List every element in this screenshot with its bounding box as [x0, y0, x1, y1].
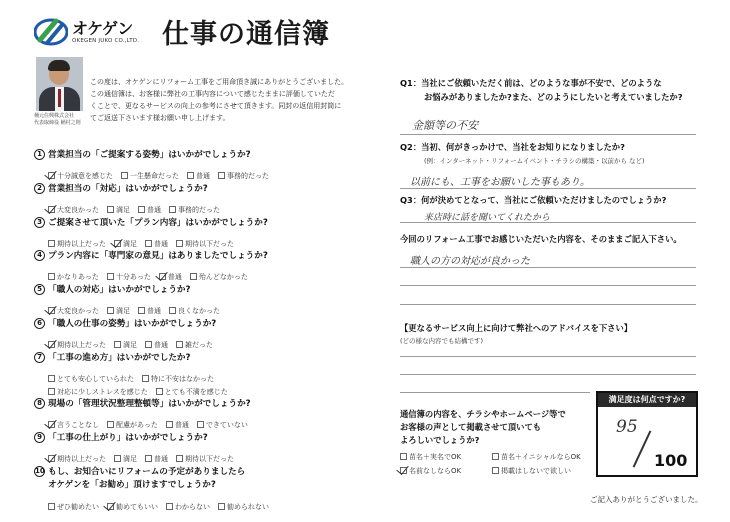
option-label: 殆んどなかった — [198, 273, 248, 281]
impression-line — [400, 285, 696, 286]
publish-option[interactable] — [492, 451, 581, 463]
answer-option[interactable] — [48, 386, 148, 398]
answer-option[interactable] — [48, 339, 106, 351]
answer-option[interactable] — [114, 238, 137, 250]
advice-line — [400, 374, 696, 375]
option-label: 満足 — [123, 240, 137, 248]
option-label: 十分誠意を感じた — [57, 172, 113, 180]
checkbox-icon[interactable] — [145, 455, 152, 462]
photo-tie — [58, 89, 61, 107]
publish-option-label: 苗名＋実名でOK — [409, 453, 462, 461]
option-row — [48, 366, 222, 383]
pub-line1: 通信簿の内容を、チラシやホームページ等で — [400, 409, 566, 419]
checkbox-icon[interactable] — [48, 388, 55, 395]
pub-line3: よろしいでしょうか? — [400, 435, 480, 445]
option-label: 事務的だった — [227, 172, 269, 180]
logo-sub: OKEGEN JUKO CO.,LTD. — [72, 38, 140, 44]
answer-option[interactable] — [48, 501, 99, 513]
option-label: 勧めてもいい — [116, 503, 158, 511]
answer-option[interactable] — [114, 339, 137, 351]
option-label: 期待以上だった — [57, 341, 106, 349]
question-text: 現場の「管理状況整理整頓等」はいかがでしょうか? — [48, 399, 251, 409]
page-title: 仕事の通信簿 — [162, 19, 330, 50]
answer-option[interactable] — [166, 501, 210, 513]
option-label: かなりあった — [57, 273, 99, 281]
option-label: 一生懸命だった — [130, 172, 179, 180]
photo-caption — [34, 113, 81, 127]
answer-option[interactable] — [48, 170, 113, 182]
satisfaction-score: 95 — [616, 417, 638, 437]
option-label: 普通 — [167, 273, 182, 281]
checked-checkbox-icon[interactable] — [107, 503, 114, 510]
option-label: 期待以上だった — [57, 240, 106, 248]
checkbox-icon[interactable] — [176, 240, 183, 247]
q2-text — [400, 141, 625, 154]
question-text: 営業担当の「対応」はいかがでしょうか? — [48, 184, 208, 194]
checked-checkbox-icon[interactable] — [48, 206, 55, 213]
q3-answer-line — [400, 222, 696, 223]
checkbox-icon[interactable] — [114, 455, 121, 462]
checkbox-icon[interactable] — [48, 240, 55, 247]
logo-mark-icon — [34, 18, 68, 46]
question-number: 8 — [34, 398, 45, 409]
q3-label: Q3： — [400, 195, 422, 205]
question-heading — [34, 432, 208, 444]
question-text: 営業担当の「ご提案する姿勢」はいかがでしょうか? — [48, 150, 251, 160]
option-label: 十分あった — [115, 273, 151, 281]
answer-option[interactable] — [138, 204, 161, 216]
option-row — [48, 264, 256, 281]
option-label: 言うことなし — [57, 421, 99, 429]
question-text: ご提案させて頂いた「プラン内容」はいかがでしょうか? — [48, 218, 268, 228]
q2-answer-line — [400, 188, 696, 189]
publish-option-label: 掲載はしないで欲しい — [501, 467, 571, 475]
option-label: 期待以下だった — [185, 455, 234, 463]
q3-text — [400, 194, 666, 207]
publish-option-label: 苗名＋イニシャルならOK — [501, 453, 581, 461]
checkbox-icon[interactable] — [169, 307, 176, 314]
q1-line2: お悩みがありましたか?また、どのようにしたいと考えていましたか? — [424, 92, 683, 102]
question-number: 4 — [34, 250, 45, 261]
question-heading — [34, 183, 208, 195]
answer-option[interactable] — [176, 238, 234, 250]
answer-option[interactable] — [218, 501, 269, 513]
checkbox-icon[interactable] — [156, 388, 163, 395]
publish-option[interactable] — [400, 465, 461, 477]
option-row — [48, 231, 242, 248]
checkbox-icon[interactable] — [107, 206, 114, 213]
option-label: 特に不安はなかった — [151, 375, 214, 383]
option-label: 対応に少しストレスを感じた — [57, 388, 148, 396]
answer-option[interactable] — [156, 386, 228, 398]
option-label: 満足 — [123, 341, 137, 349]
checkbox-icon[interactable] — [145, 341, 152, 348]
checked-checkbox-icon[interactable] — [48, 307, 55, 314]
answer-option[interactable] — [169, 305, 220, 317]
option-label: 満足 — [123, 455, 137, 463]
question-heading — [34, 466, 245, 478]
logo-name: オケゲン — [72, 19, 133, 38]
option-label: 大変良かった — [57, 307, 99, 315]
option-label: 普通 — [174, 421, 189, 429]
option-label: 雑だった — [185, 341, 213, 349]
checked-checkbox-icon[interactable] — [114, 240, 121, 247]
option-label: 大変良かった — [57, 206, 99, 214]
checked-checkbox-icon[interactable] — [48, 455, 55, 462]
option-label: とても安心していられた — [57, 375, 134, 383]
publish-question — [400, 408, 566, 447]
publish-option-label: 名前なしならOK — [409, 467, 462, 475]
caption-company: 桶元住興株式会社 — [34, 113, 75, 119]
option-label: とても不満を感じた — [164, 388, 228, 396]
option-row — [48, 197, 228, 214]
q2-sub: (例：インターネット・リフォームイベント・チラシの構築・以前から など) — [424, 157, 645, 165]
checkbox-icon[interactable] — [48, 503, 55, 510]
question-number: 7 — [34, 352, 45, 363]
answer-option[interactable] — [145, 339, 168, 351]
question-heading — [34, 149, 251, 161]
q2-line1: 当初、何がきっかけで、当社をお知りになりましたか? — [421, 142, 625, 152]
question-number: 2 — [34, 183, 45, 194]
option-row — [48, 412, 256, 429]
option-label: 満足 — [116, 206, 130, 214]
checked-checkbox-icon[interactable] — [400, 467, 407, 474]
question-heading — [34, 217, 268, 229]
checkbox-icon[interactable] — [138, 307, 145, 314]
answer-option[interactable] — [176, 453, 234, 465]
checked-checkbox-icon[interactable] — [48, 341, 55, 348]
option-row — [48, 494, 277, 511]
impression-title: 今回のリフォーム工事でお感じいただいた内容を、そのままご記入下さい。 — [400, 234, 682, 244]
q1-answer-line — [400, 134, 696, 135]
answer-option[interactable] — [107, 419, 158, 431]
checkbox-icon[interactable] — [145, 240, 152, 247]
q1-text — [400, 77, 662, 90]
intro-line: くことで、更なるサービスの向上の参考にさせて頂きます。同封の返信用封筒に — [90, 102, 342, 110]
satisfaction-max: 100 — [654, 451, 688, 470]
question-number: 3 — [34, 217, 45, 228]
option-label: 期待以上だった — [57, 455, 106, 463]
option-label: 配慮があった — [116, 421, 158, 429]
answer-option[interactable] — [166, 419, 189, 431]
checkbox-icon[interactable] — [166, 503, 173, 510]
publish-option[interactable] — [400, 451, 461, 463]
intro-line: この度は、オケゲンにリフォーム工事をご用命頂き誠にありがとうございました。 — [90, 78, 349, 86]
advice-title: 【更なるサービス向上に向けて弊社へのアドバイスを下さい】 — [400, 323, 633, 333]
option-row — [48, 332, 221, 349]
option-label: 事務的だった — [178, 206, 220, 214]
answer-option[interactable] — [48, 271, 99, 283]
option-label: 勧められない — [227, 503, 269, 511]
question-heading — [34, 250, 268, 262]
question-text: 「職人の仕事の姿勢」はいかがでしょうか? — [48, 319, 217, 329]
answer-option[interactable] — [48, 453, 106, 465]
question-heading — [34, 398, 251, 410]
checkbox-icon[interactable] — [218, 172, 225, 179]
pub-line2: お客様の声として掲載させて頂いても — [400, 422, 542, 432]
president-photo — [36, 57, 83, 111]
question-text: 「職人の対応」はいかがでしょうか? — [48, 285, 191, 295]
question-text-line2: オケゲンを「お勧め」頂けますでしょうか? — [48, 480, 216, 490]
question-heading — [34, 318, 216, 330]
checkbox-icon[interactable] — [48, 273, 55, 280]
answer-option[interactable] — [48, 419, 99, 431]
option-label: 普通 — [196, 172, 210, 180]
checkbox-icon[interactable] — [107, 307, 114, 314]
answer-option[interactable] — [138, 305, 161, 317]
q3-line1: 何が決めてとなって、当社にご依頼いただけましたのでしょうか? — [421, 195, 667, 205]
satisfaction-title: 満足度は何点ですか? — [598, 393, 696, 407]
advice-line — [400, 356, 696, 357]
answer-option[interactable] — [114, 453, 137, 465]
option-label: 普通 — [147, 206, 161, 214]
photo-hair — [48, 60, 70, 71]
advice-line — [400, 392, 590, 393]
option-label: 普通 — [147, 307, 161, 315]
checkbox-icon[interactable] — [492, 467, 499, 474]
option-row — [48, 446, 242, 463]
impression-answer: 職人の方の対応が良かった — [410, 256, 530, 267]
option-label: ぜひ勧めたい — [57, 503, 99, 511]
intro-text — [90, 76, 390, 124]
checkbox-icon[interactable] — [400, 453, 407, 460]
question-number: 5 — [34, 284, 45, 295]
checkbox-icon[interactable] — [107, 273, 114, 280]
advice-sub: (どの様な内容でも結構です) — [400, 337, 484, 345]
impression-line — [400, 304, 696, 305]
answer-option[interactable] — [145, 453, 168, 465]
answer-option[interactable] — [197, 419, 248, 431]
company-logo — [34, 16, 144, 52]
checkbox-icon[interactable] — [169, 206, 176, 213]
answer-option[interactable] — [159, 271, 182, 283]
answer-option[interactable] — [48, 305, 99, 317]
checked-checkbox-icon[interactable] — [159, 273, 166, 280]
answer-option[interactable] — [145, 238, 168, 250]
checkbox-icon[interactable] — [138, 206, 145, 213]
checkbox-icon[interactable] — [197, 421, 204, 428]
answer-option[interactable] — [218, 170, 269, 182]
publish-option[interactable] — [492, 465, 571, 477]
question-text: もし、お知合いにリフォームの予定がありましたら — [48, 467, 246, 477]
question-text: 「工事の仕上がり」はいかがでしょうか? — [48, 433, 208, 443]
q1-label: Q1： — [400, 78, 422, 88]
answer-option[interactable] — [107, 305, 130, 317]
option-label: 満足 — [116, 307, 130, 315]
intro-line: この通信簿は、お客様に弊社の工事内容について感じたままに評価していただ — [90, 90, 335, 98]
checkbox-icon[interactable] — [492, 453, 499, 460]
satisfaction-box — [596, 391, 698, 477]
intro-line: てご返送下さいます様お願い申し上げます。 — [90, 114, 230, 122]
checkbox-icon[interactable] — [218, 503, 225, 510]
option-label: わからない — [175, 503, 210, 511]
answer-option[interactable] — [48, 238, 106, 250]
answer-option[interactable] — [121, 170, 179, 182]
answer-option[interactable] — [107, 271, 151, 283]
option-label: 普通 — [154, 455, 168, 463]
checkbox-icon[interactable] — [166, 421, 173, 428]
question-number: 9 — [34, 432, 45, 443]
checkbox-icon[interactable] — [114, 341, 121, 348]
question-text: 「工事の進め方」はいかがでしたか? — [48, 353, 191, 363]
answer-option[interactable] — [169, 204, 220, 216]
option-label: 期待以下だった — [185, 240, 234, 248]
option-row — [48, 163, 277, 180]
option-label: 普通 — [154, 240, 168, 248]
q3-answer: 来店時に話を聞いてくれたから — [424, 213, 551, 223]
q2-label: Q2： — [400, 142, 422, 152]
option-row — [48, 298, 228, 315]
q1-answer: 金額等の不安 — [412, 119, 478, 132]
question-heading — [34, 284, 191, 296]
question-text: プラン内容に「専門家の意見」はありましたでしょうか? — [48, 251, 268, 261]
option-label: 良くなかった — [178, 307, 220, 315]
question-number: 6 — [34, 318, 45, 329]
option-row — [48, 379, 236, 396]
checkbox-icon[interactable] — [187, 172, 194, 179]
checkbox-icon[interactable] — [121, 172, 128, 179]
answer-option[interactable] — [48, 204, 99, 216]
impression-line — [400, 267, 696, 268]
question-number: 1 — [34, 149, 45, 160]
option-label: 普通 — [154, 341, 168, 349]
checkbox-icon[interactable] — [190, 273, 197, 280]
thanks-text: ご記入ありがとうございました。 — [590, 495, 703, 504]
q1-line1: 当社にご依頼いただく前は、どのような事が不安で、どのような — [421, 78, 662, 88]
checkbox-icon[interactable] — [176, 455, 183, 462]
answer-option[interactable] — [107, 204, 130, 216]
answer-option[interactable] — [176, 339, 213, 351]
question-number: 10 — [35, 467, 45, 475]
checkbox-icon[interactable] — [107, 421, 114, 428]
q2-answer: 以前にも、工事をお願いした事もあり。 — [410, 177, 590, 188]
checkbox-icon[interactable] — [176, 341, 183, 348]
answer-option[interactable] — [107, 501, 158, 513]
option-label: できていない — [205, 421, 248, 429]
checked-checkbox-icon[interactable] — [48, 172, 55, 179]
checked-checkbox-icon[interactable] — [48, 421, 55, 428]
caption-person: 代表取締役 桶村之則 — [34, 120, 81, 126]
answer-option[interactable] — [190, 271, 248, 283]
answer-option[interactable] — [187, 170, 210, 182]
question-heading — [34, 352, 191, 364]
